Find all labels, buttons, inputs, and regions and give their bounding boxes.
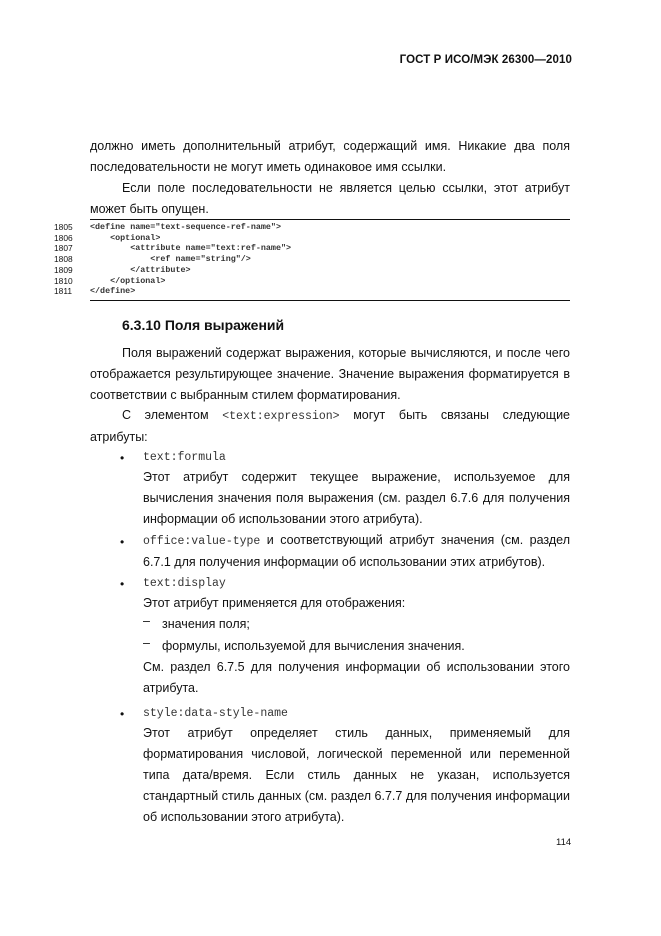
bullet-marker: • — [120, 535, 125, 549]
paragraph-text: могут быть связаны следующие атрибуты: — [90, 408, 570, 444]
code-line — [54, 243, 574, 254]
code-listing — [54, 222, 574, 297]
attribute-code: style:data-style-name — [143, 707, 288, 720]
attribute-description — [143, 530, 570, 573]
bullet-marker: • — [120, 577, 125, 591]
line-number: 1808 — [54, 254, 73, 265]
code-text: </define> — [90, 286, 136, 297]
dash-item: значения поля; — [162, 617, 250, 631]
line-number: 1809 — [54, 264, 73, 275]
dash-marker: – — [143, 614, 150, 628]
code-bottom-rule — [90, 300, 570, 301]
intro-paragraph-2: Если поле последовательности не является целью ссылки, этот атрибут может быть опущен. — [90, 181, 570, 216]
paragraph-text: и соответствующий атрибут значения (см. раздел 6.7.1 для получения информации об использовании этих атрибутов). — [143, 533, 570, 569]
code-line — [54, 265, 574, 276]
dash-marker: – — [143, 636, 150, 650]
section-title: 6.3.10 Поля выражений — [122, 317, 285, 333]
attribute-name — [143, 446, 570, 468]
bullet-marker: • — [120, 707, 125, 721]
code-text: <ref name="string"/> — [90, 254, 251, 265]
attribute-code: text:display — [143, 577, 226, 590]
attribute-description: Этот атрибут применяется для отображения: — [143, 596, 406, 610]
line-number: 1806 — [54, 232, 73, 243]
attribute-description: Этот атрибут определяет стиль данных, применяемый для форматирования числовой, логической переменной или переменной типа дата/время. Если стиль данных не указан, используется стандартный стиль данных (см. раздел 6.7.7 для получения информации об использовании этого атрибута). — [143, 726, 570, 824]
document-header: ГОСТ Р ИСО/МЭК 26300—2010 — [399, 54, 572, 66]
code-line — [54, 254, 574, 265]
line-number: 1807 — [54, 243, 73, 254]
line-number: 1810 — [54, 275, 73, 286]
intro-paragraph-1: должно иметь дополнительный атрибут, содержащий имя. Никакие два поля последовательности не могут иметь одинаковое имя ссылки. — [90, 139, 570, 174]
line-number: 1805 — [54, 222, 73, 232]
element-code: <text:expression> — [222, 410, 340, 423]
dash-item: формулы, используемой для вычисления значения. — [162, 639, 465, 653]
attribute-name — [143, 572, 570, 594]
paragraph-text: С элементом — [122, 408, 223, 422]
section-paragraph-2 — [90, 405, 570, 448]
attribute-description: Этот атрибут содержит текущее выражение, используемое для вычисления значения поля выражения (см. раздел 6.7.6 для получения информации об использовании этого атрибута). — [143, 470, 570, 526]
code-text: </optional> — [90, 275, 166, 286]
code-line — [54, 233, 574, 244]
bullet-marker: • — [120, 451, 125, 465]
code-text: <attribute name="text:ref-name"> — [90, 243, 292, 254]
attribute-description: См. раздел 6.7.5 для получения информации об использовании этого атрибута. — [143, 660, 570, 695]
attribute-code: office:value-type — [143, 535, 261, 548]
line-number: 1811 — [54, 286, 73, 297]
attribute-code: text:formula — [143, 451, 226, 464]
code-text: <optional> — [90, 232, 161, 243]
code-text: </attribute> — [90, 264, 191, 275]
code-line — [54, 276, 574, 287]
page-number: 114 — [556, 837, 572, 848]
code-text: <define name="text-sequence-ref-name"> — [90, 222, 281, 232]
code-line — [54, 222, 574, 233]
attribute-name — [143, 702, 570, 724]
code-line — [54, 286, 574, 297]
section-paragraph-1: Поля выражений содержат выражения, которые вычисляются, и после чего отображается результирующее значение. Значение выражения форматируется в соответствии с выбранным стилем форматирования. — [90, 346, 570, 402]
code-top-rule — [90, 219, 570, 220]
